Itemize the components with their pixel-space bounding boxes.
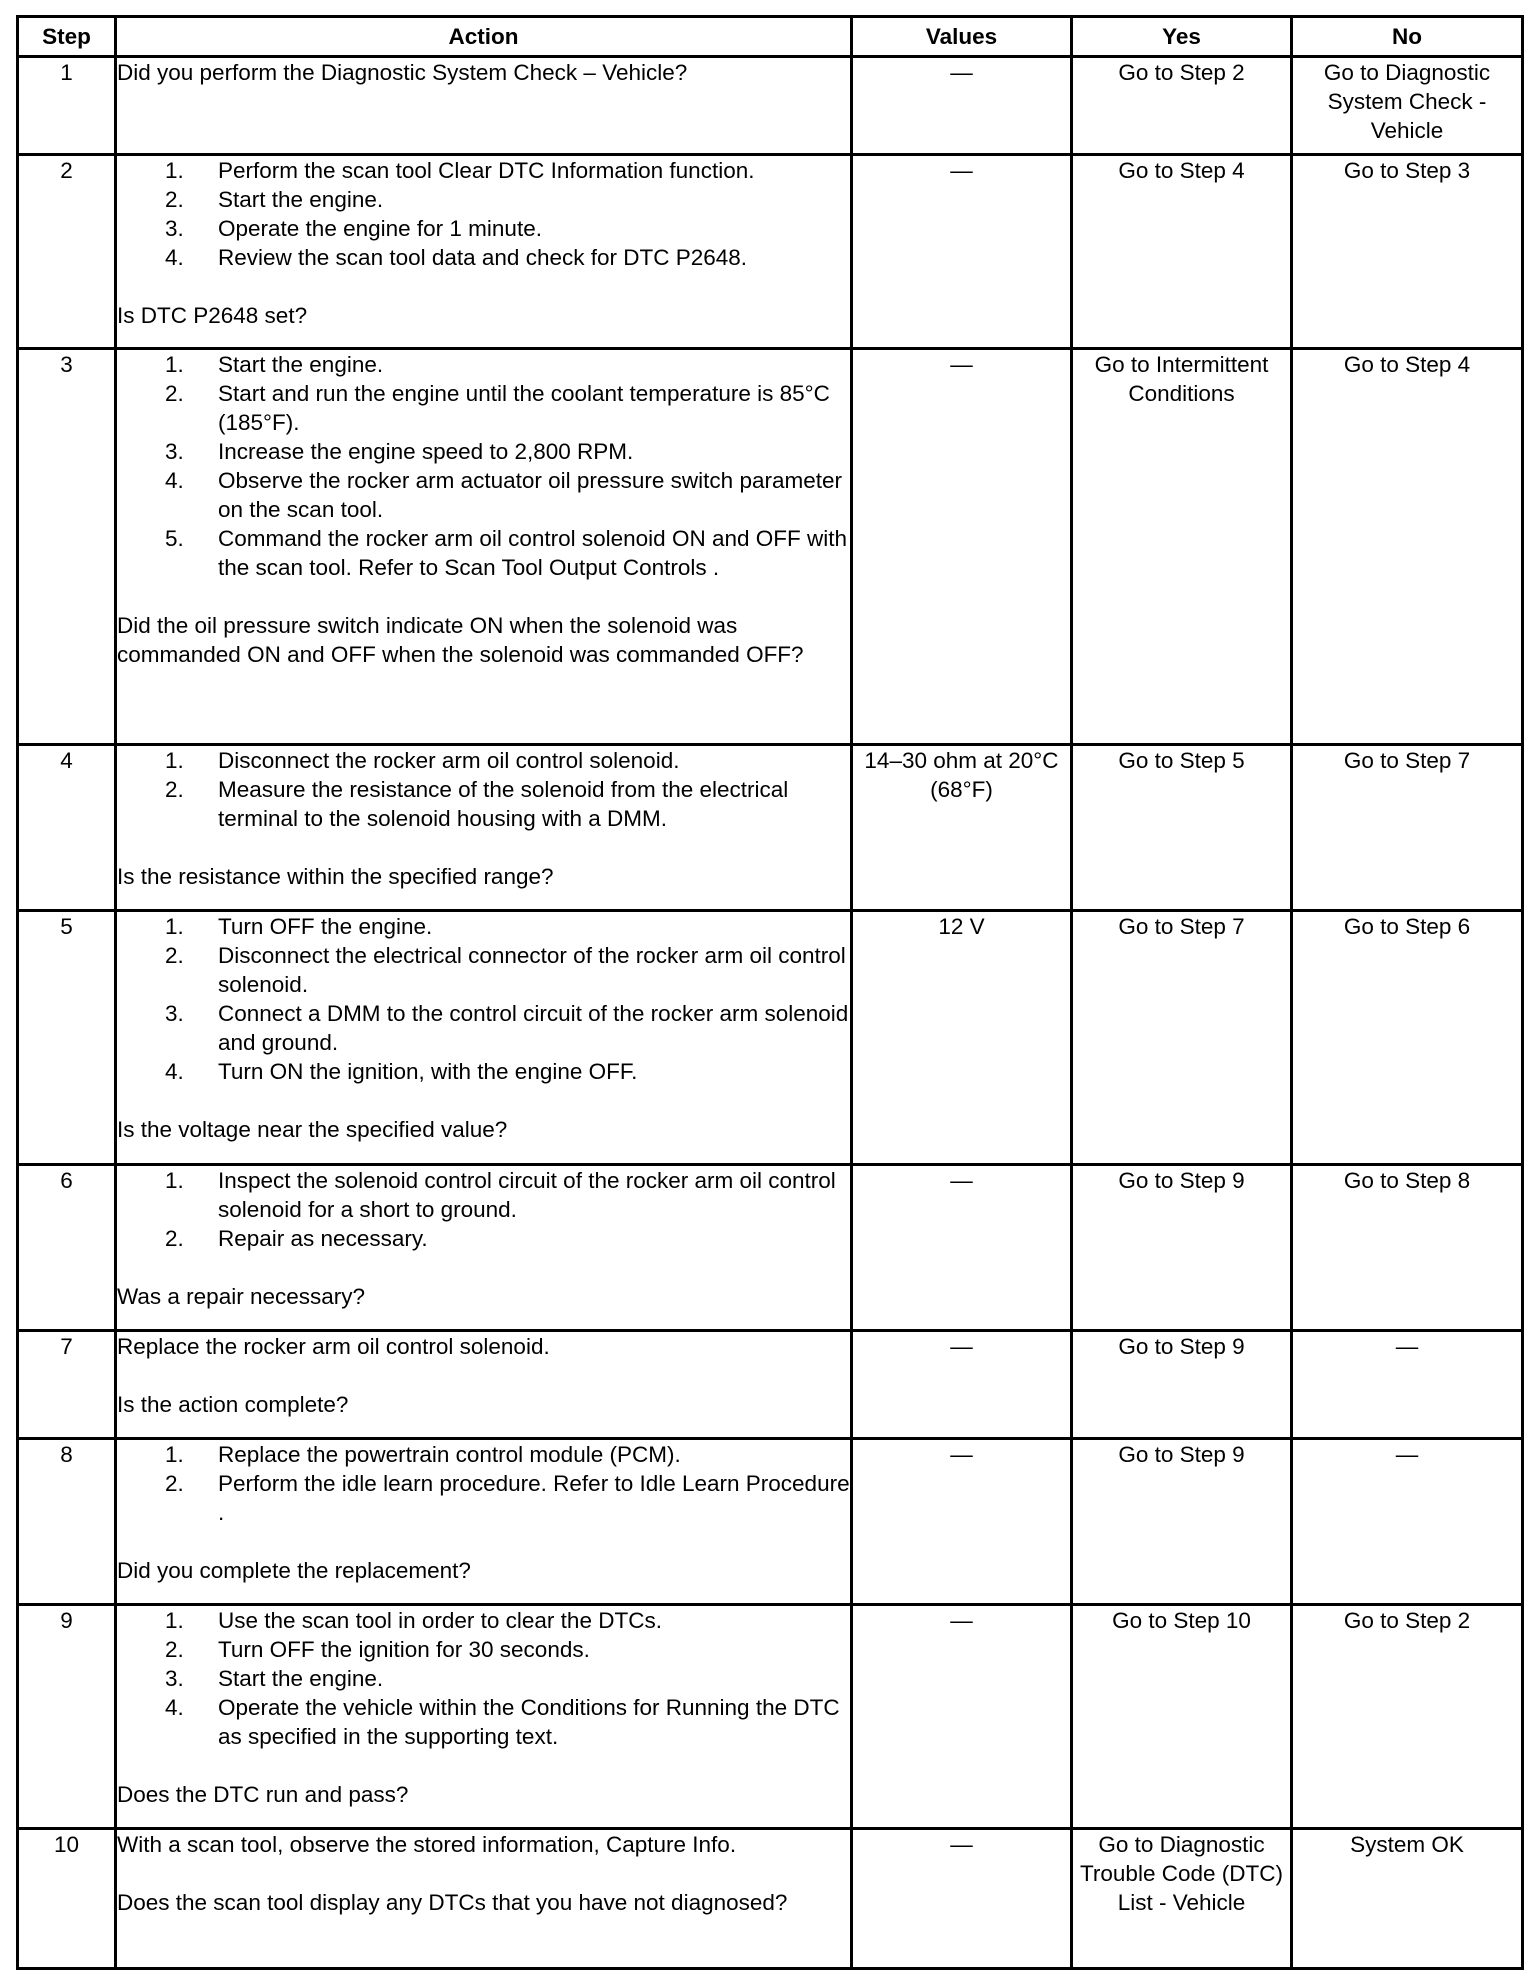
action-step-item: 4. Observe the rocker arm actuator oil pressure switch parameter on the scan tool. <box>165 468 842 523</box>
action-steps <box>117 912 850 1086</box>
action-step-item: 1. Use the scan tool in order to clear the DTCs. <box>165 1607 662 1633</box>
table-row <box>18 1604 1523 1828</box>
action-steps <box>117 350 850 582</box>
values-cell: — <box>852 1330 1072 1438</box>
yes-cell: Go to Step 9 <box>1072 1438 1292 1604</box>
step-number: 2 <box>18 155 116 349</box>
action-step-item: 2. Perform the idle learn procedure. Refer to Idle Learn Procedure . <box>165 1470 850 1525</box>
values-cell: — <box>852 155 1072 349</box>
header-row <box>18 17 1523 57</box>
action-question: Is the voltage near the specified value? <box>117 1117 508 1143</box>
table-row <box>18 155 1523 349</box>
values-cell: — <box>852 57 1072 155</box>
yes-cell: Go to Intermittent Conditions <box>1072 349 1292 745</box>
no-cell: — <box>1292 1330 1523 1438</box>
action-step-item: 4. Turn ON the ignition, with the engine OFF. <box>165 1059 638 1085</box>
step-number: 6 <box>18 1164 116 1330</box>
action-step-item: 1. Disconnect the rocker arm oil control solenoid. <box>165 748 680 774</box>
action-question: Did you complete the replacement? <box>117 1557 471 1583</box>
yes-cell: Go to Step 9 <box>1072 1330 1292 1438</box>
action-step-item: 1. Replace the powertrain control module (PCM). <box>165 1441 681 1467</box>
action-cell <box>116 911 852 1164</box>
table-row <box>18 1828 1523 1968</box>
step-number: 8 <box>18 1438 116 1604</box>
yes-cell: Go to Diagnostic Trouble Code (DTC) List - Vehicle <box>1072 1828 1292 1968</box>
action-question: Does the scan tool display any DTCs that you have not diagnosed? <box>117 1889 788 1915</box>
action-step-item: 3. Increase the engine speed to 2,800 RPM. <box>165 439 634 465</box>
values-cell: — <box>852 349 1072 745</box>
no-cell: Go to Step 3 <box>1292 155 1523 349</box>
action-step-item: 2. Start the engine. <box>165 187 384 213</box>
no-cell: Go to Step 8 <box>1292 1164 1523 1330</box>
action-steps <box>117 1440 850 1527</box>
header-no: No <box>1292 17 1523 57</box>
action-cell <box>116 1438 852 1604</box>
action-step-item: 2. Repair as necessary. <box>165 1225 428 1251</box>
no-cell: Go to Step 7 <box>1292 745 1523 911</box>
no-cell: System OK <box>1292 1828 1523 1968</box>
no-cell: Go to Step 2 <box>1292 1604 1523 1828</box>
action-cell <box>116 349 852 745</box>
action-question: Is DTC P2648 set? <box>117 303 308 329</box>
action-intro: Replace the rocker arm oil control solenoid. <box>117 1333 550 1359</box>
yes-cell: Go to Step 5 <box>1072 745 1292 911</box>
table-row <box>18 1330 1523 1438</box>
action-steps <box>117 1166 850 1253</box>
no-cell: — <box>1292 1438 1523 1604</box>
action-question: Does the DTC run and pass? <box>117 1781 409 1807</box>
action-steps <box>117 1606 850 1751</box>
action-step-item: 2. Start and run the engine until the coolant temperature is 85°C (185°F). <box>165 381 830 436</box>
action-intro: Did you perform the Diagnostic System Check – Vehicle? <box>117 60 688 85</box>
values-cell: — <box>852 1604 1072 1828</box>
table-row <box>18 911 1523 1164</box>
yes-cell: Go to Step 7 <box>1072 911 1292 1164</box>
action-cell <box>116 1828 852 1968</box>
action-cell <box>116 1604 852 1828</box>
yes-cell: Go to Step 2 <box>1072 57 1292 155</box>
table-row <box>18 349 1523 745</box>
no-cell: Go to Step 4 <box>1292 349 1523 745</box>
header-action: Action <box>116 17 852 57</box>
table-row <box>18 1164 1523 1330</box>
action-cell <box>116 155 852 349</box>
table-row <box>18 745 1523 911</box>
action-cell <box>116 1330 852 1438</box>
step-number: 9 <box>18 1604 116 1828</box>
action-question: Did the oil pressure switch indicate ON when the solenoid was commanded ON and OFF when the solenoid was commanded OFF? <box>117 613 804 668</box>
values-cell: — <box>852 1164 1072 1330</box>
action-step-item: 1. Inspect the solenoid control circuit of the rocker arm oil control solenoid for a short to ground. <box>165 1167 836 1222</box>
values-cell: — <box>852 1828 1072 1968</box>
action-step-item: 4. Operate the vehicle within the Conditions for Running the DTC as specified in the supporting text. <box>165 1694 840 1749</box>
values-cell: 12 V <box>852 911 1072 1164</box>
action-intro: With a scan tool, observe the stored information, Capture Info. <box>117 1831 737 1857</box>
action-step-item: 1. Turn OFF the engine. <box>165 914 433 940</box>
diagnostic-table <box>16 15 1524 1970</box>
action-step-item: 1. Perform the scan tool Clear DTC Information function. <box>165 158 755 184</box>
values-cell: — <box>852 1438 1072 1604</box>
yes-cell: Go to Step 9 <box>1072 1164 1292 1330</box>
step-number: 5 <box>18 911 116 1164</box>
step-number: 3 <box>18 349 116 745</box>
header-values: Values <box>852 17 1072 57</box>
action-step-item: 4. Review the scan tool data and check for DTC P2648. <box>165 245 748 271</box>
action-cell <box>116 745 852 911</box>
yes-cell: Go to Step 10 <box>1072 1604 1292 1828</box>
table-row <box>18 57 1523 155</box>
no-cell: Go to Diagnostic System Check - Vehicle <box>1292 57 1523 155</box>
action-step-item: 3. Start the engine. <box>165 1665 384 1691</box>
values-cell: 14–30 ohm at 20°C (68°F) <box>852 745 1072 911</box>
action-step-item: 2. Disconnect the electrical connector of the rocker arm oil control solenoid. <box>165 943 846 998</box>
step-number: 7 <box>18 1330 116 1438</box>
action-cell <box>116 57 852 155</box>
action-question: Is the resistance within the specified range? <box>117 864 554 890</box>
header-step: Step <box>18 17 116 57</box>
action-cell <box>116 1164 852 1330</box>
table-row <box>18 1438 1523 1604</box>
action-step-item: 1. Start the engine. <box>165 352 384 378</box>
action-step-item: 3. Operate the engine for 1 minute. <box>165 216 542 242</box>
action-step-item: 3. Connect a DMM to the control circuit of the rocker arm solenoid and ground. <box>165 1001 849 1056</box>
action-question: Is the action complete? <box>117 1391 349 1417</box>
yes-cell: Go to Step 4 <box>1072 155 1292 349</box>
action-step-item: 5. Command the rocker arm oil control solenoid ON and OFF with the scan tool. Refer to Scan Tool Output Controls . <box>165 526 847 581</box>
action-question: Was a repair necessary? <box>117 1283 366 1309</box>
step-number: 1 <box>18 57 116 155</box>
header-yes: Yes <box>1072 17 1292 57</box>
action-steps <box>117 156 850 272</box>
action-steps <box>117 746 850 833</box>
action-step-item: 2. Measure the resistance of the solenoid from the electrical terminal to the solenoid housing with a DMM. <box>165 777 789 832</box>
step-number: 10 <box>18 1828 116 1968</box>
action-step-item: 2. Turn OFF the ignition for 30 seconds. <box>165 1636 590 1662</box>
step-number: 4 <box>18 745 116 911</box>
no-cell: Go to Step 6 <box>1292 911 1523 1164</box>
